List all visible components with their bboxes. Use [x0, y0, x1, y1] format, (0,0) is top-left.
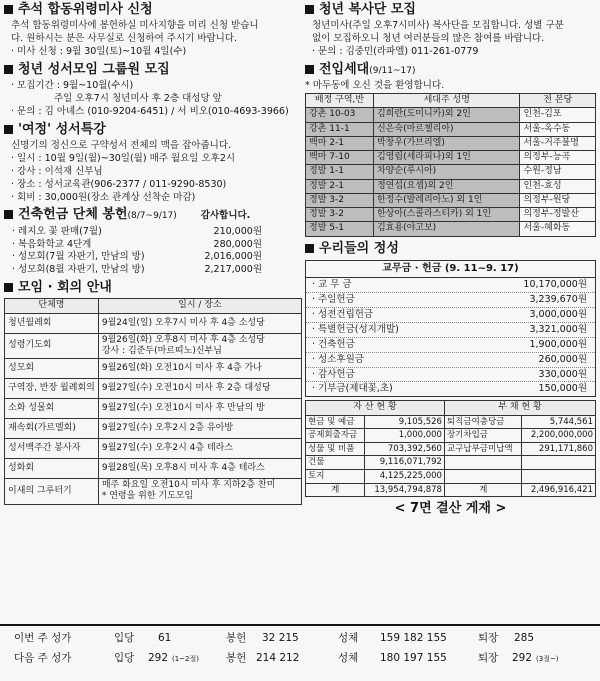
square-bullet-icon: [305, 65, 314, 74]
text-line: · 문의 : 김중민(라파엘) 011-261-0779: [312, 46, 479, 57]
text-line: · 모집기간 : 9월~10월(수시): [11, 80, 134, 92]
left-column: [4, 0, 302, 509]
right-column: [305, 0, 596, 522]
text-line: · 문의 : 김 아녜스 (010-9204-6451) / 서 비오(010-4693-3966): [11, 105, 289, 117]
table-row: 정발 1-1 차양순(루시아) 수원-정남: [306, 165, 596, 179]
table-row: 성령기도회 9월26일(화) 오후8시 미사 후 4층 소성당 강사 : 김준두(마르띠노)신부님: [5, 333, 302, 359]
text-line: 없이 모집하오니 청년 여러분들의 많은 참여를 바랍니다.: [312, 33, 545, 45]
new-households-section: [305, 62, 596, 237]
table-row: 현금 및 예금 9,105,526 퇴직금여충당금 5,744,561: [306, 415, 596, 429]
text-line: 주일 오후7시 청년미사 후 2층 대성당 앞: [54, 93, 222, 104]
fund-item: · 레지오 꽃 판매(7월) 210,000원: [12, 225, 262, 237]
offering-item: · 교 무 금 10,170,000원: [306, 278, 595, 293]
balance-table: [305, 400, 596, 497]
column-header: 일시 / 장소: [98, 299, 301, 313]
settlement-note: < 7면 결산 게재 >: [394, 501, 507, 517]
table-row: 성서백주간 봉사자 9월27일(수) 오후2시 4층 테라스: [5, 439, 302, 459]
text-line: 신명기의 정신으로 구약성서 전체의 맥을 잡아줍니다.: [11, 140, 232, 151]
table-row: 백마 2-1 박창우(가브리엘) 서울-거주불명: [306, 136, 596, 150]
households-table: [305, 93, 596, 237]
text-line: · 강사 : 이석재 신부님: [11, 165, 103, 177]
table-row: 정발 3-2 한정수(발레리아노) 외 1인 의정부-원당: [306, 193, 596, 207]
text-line: · 일시 : 10월 9일(월)~30일(월) 매주 월요일 오후2시: [11, 152, 236, 164]
welcome-note: * 마두동에 오신 것을 환영합니다.: [305, 80, 445, 92]
column-header: 배정 구역,반: [306, 94, 374, 108]
square-bullet-icon: [4, 125, 13, 134]
section-heading: 건축헌금 단체 봉헌(8/7~9/17) 감사합니다.: [4, 207, 302, 223]
table-row-total: 계 13,954,794,878 계 2,496,916,421: [306, 483, 596, 497]
table-row: 구역장, 반장 월례회의 9월27일(수) 오전10시 미사 후 2층 대성당: [5, 379, 302, 399]
table-row: 건물 9,116,071,792: [306, 456, 596, 470]
square-bullet-icon: [4, 65, 13, 74]
table-row: 공제회출자금 1,000,000 장기차입금 2,200,000,000: [306, 429, 596, 443]
square-bullet-icon: [4, 210, 13, 219]
column-header: 단체명: [5, 299, 99, 313]
column-header: 부 채 현 황: [444, 401, 595, 415]
section-heading: 모임 · 회의 안내: [4, 280, 302, 296]
table-row: 소화 성물회 9월27일(수) 오전10시 미사 후 만남의 방: [5, 399, 302, 419]
fund-item: · 성모회(8월 자판기, 만남의 방) 2,217,000원: [12, 264, 262, 276]
square-bullet-icon: [4, 283, 13, 292]
fund-item: · 복음화학교 4단계 280,000원: [12, 238, 262, 250]
altar-server-section: [305, 2, 596, 58]
text-line: 청년미사(주일 오후7시미사) 복사단을 모집합니다. 성별 구분: [312, 20, 564, 32]
table-row: 토지 4,125,225,000: [306, 470, 596, 484]
section-heading: 청년 성서모임 그룹원 모집: [4, 62, 302, 78]
table-row: 이새의 그루터기 매주 화요일 오전10시 미사 후 지하2층 찬미 * 연령을 위한 기도모임: [5, 479, 302, 505]
section-heading: 전입세대(9/11~17): [305, 62, 596, 78]
section-heading: 청년 복사단 모집: [305, 2, 596, 18]
section-heading: '여정' 성서특강: [4, 122, 302, 138]
text-line: 다. 원하시는 분은 사무실로 신청하여 주시기 바랍니다.: [11, 33, 238, 45]
table-row: 재속회(가르멜회) 9월27일(수) 오후2시 2층 유아방: [5, 419, 302, 439]
offering-item: · 감사헌금 330,000원: [306, 368, 595, 383]
column-header: 자 산 현 황: [306, 401, 445, 415]
hymn-bar: 이번 주 성가 입당 61 봉헌 32 215 성체 159 182 155 퇴장 285 다음 주 성가 입당 292 (1~2절) 봉헌 214 212 성체 180 197 155 퇴장 292 (3절~): [0, 624, 600, 681]
text-line: · 미사 신청 : 9월 30일(토)~10월 4일(수): [11, 46, 187, 57]
column-header: 세대주 성명: [373, 94, 520, 108]
offering-item: · 성소후원금 260,000원: [306, 353, 595, 368]
table-row: 성물 및 비품 703,392,560 교구납부금미납액 291,171,860: [306, 442, 596, 456]
offering-item: · 건축헌금 1,900,000원: [306, 338, 595, 353]
offerings-section: [305, 241, 596, 518]
table-row: 성화회 9월28일(목) 오후8시 미사 후 4층 테라스: [5, 459, 302, 479]
memorial-mass-section: [4, 2, 302, 58]
square-bullet-icon: [4, 5, 13, 14]
offering-item: · 성전건립헌금 3,000,000원: [306, 308, 595, 323]
square-bullet-icon: [305, 244, 314, 253]
section-heading: 우리들의 정성: [305, 241, 596, 257]
offering-item: · 주일헌금 3,239,670원: [306, 293, 595, 308]
table-row: 청년월례회 9월24일(일) 오후7시 미사 후 4층 소성당: [5, 313, 302, 333]
building-fund-section: [4, 207, 302, 276]
fund-item: · 성모회(7월 자판기, 만남의 방) 2,016,000원: [12, 251, 262, 263]
table-row: 정발 3-2 한상아(스콜라스티카) 외 1인 의정부-정발산: [306, 208, 596, 222]
text-line: · 장소 : 성서교육관(906-2377 / 011-9290-8530): [11, 178, 227, 190]
column-header: 전 본당: [520, 94, 596, 108]
youth-bible-group-section: [4, 62, 302, 118]
table-row: 정발 5-1 김효용(야고보) 서울-혜화동: [306, 222, 596, 236]
meetings-table: [4, 298, 302, 504]
bible-lecture-section: [4, 122, 302, 204]
offering-item: · 특별헌금(성지개발) 3,321,000원: [306, 323, 595, 338]
text-line: 추석 합동위령미사에 봉헌하실 미사지향을 미리 신청 받습니: [11, 20, 259, 32]
text-line: · 회비 : 30,000원(장소 관계상 선착순 마감): [11, 191, 196, 203]
offering-item: · 기부금(제대꽃,초) 150,000원: [312, 383, 587, 395]
section-heading: 추석 합동위령미사 신청: [4, 2, 302, 18]
square-bullet-icon: [305, 5, 314, 14]
offerings-box-title: 교무금 · 헌금 (9. 11~9. 17): [306, 261, 595, 279]
table-row: 성모회 9월26일(화) 오전10시 미사 후 4층 가나: [5, 359, 302, 379]
meetings-section: [4, 280, 302, 505]
table-row: 강촌 11-1 신은숙(마르첼리아) 서울-옥수동: [306, 122, 596, 136]
table-row: 강촌 10-03 김희란(도미니카)외 2인 인천-김포: [306, 108, 596, 122]
table-row: 정발 2-1 정연섭(요셉)외 2인 인천-효성: [306, 179, 596, 193]
offerings-box: [305, 260, 596, 398]
table-row: 백마 7-10 김영림(세라피나)외 1인 의정부-능곡: [306, 151, 596, 165]
